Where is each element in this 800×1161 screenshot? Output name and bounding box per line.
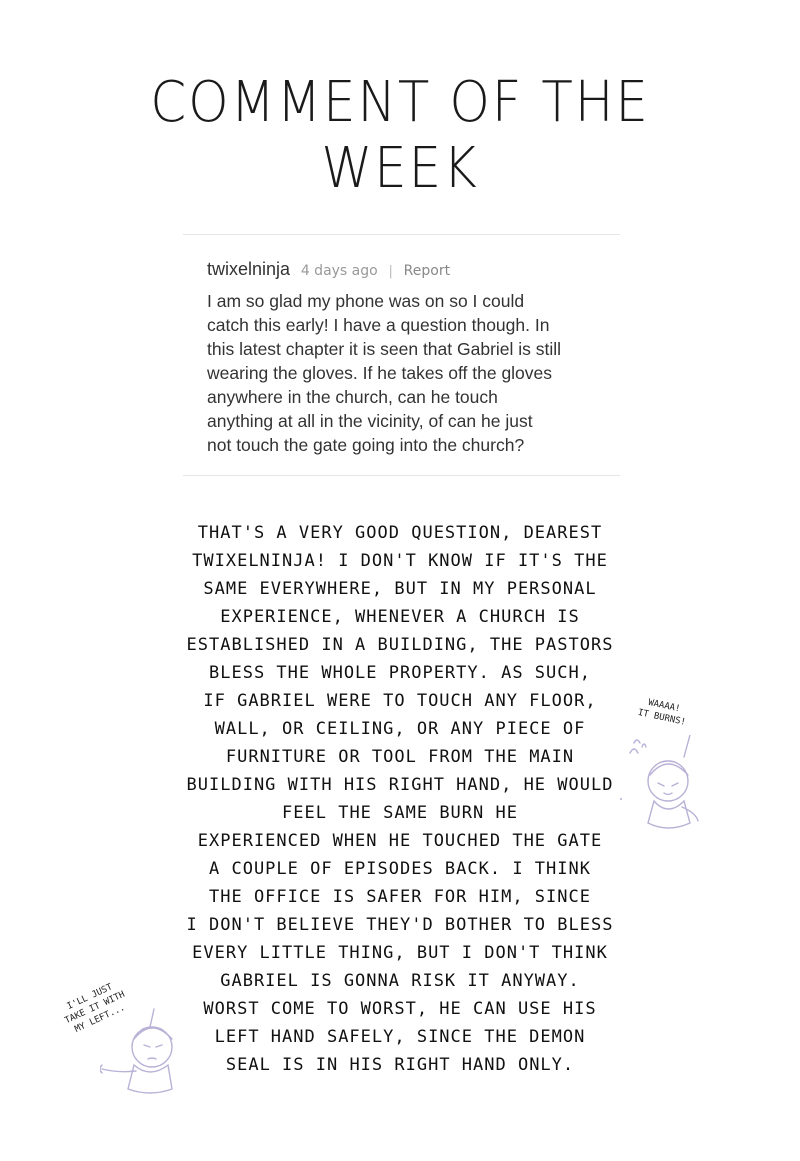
author-answer: THAT'S A VERY GOOD QUESTION, DEAREST TWIXELNINJA! I DON'T KNOW IF IT'S THE SAME EVERYWHERE, BUT IN MY PERSONAL EXPERIENCE, WHENEVER A CHURCH IS ESTABLISHED IN A BUILDING, THE PASTORS BLESS THE WHOLE PROPERTY. AS SUCH, IF GABRIEL WERE TO TOUCH ANY FLOOR, WALL, OR CEILING, OR ANY PIECE OF FURNITURE OR TOOL FROM THE MAIN BUILDING WITH HIS RIGHT HAND, HE WOULD FEEL THE SAME BURN HE EXPERIENCED WHEN HE TOUCHED THE GATE A COUPLE OF EPISODES BACK. I THINK THE OFFICE IS SAFER FOR HIM, SINCE I DON'T BELIEVE THEY'D BOTHER TO BLESS EVERY LITTLE THING, BUT I DON'T THINK GABRIEL IS GONNA RISK IT ANYWAY. WORST COME TO WORST, HE CAN USE HIS LEFT HAND SAFELY, SINCE THE DEMON SEAL IS IN HIS RIGHT HAND ONLY.	[186, 523, 614, 1075]
comment-username[interactable]: twixelninja	[207, 259, 291, 279]
title-line-1: COMMENT OF THE	[150, 70, 650, 135]
bottom-divider	[183, 475, 620, 476]
comment-header	[207, 258, 607, 283]
chibi-note-right: WAAAA! IT BURNS!	[636, 697, 687, 728]
page-title	[32, 70, 768, 202]
meta-separator: |	[388, 264, 393, 279]
comment-body: I am so glad my phone was on so I could catch this early! I have a question though. In this latest chapter it is seen that Gabriel is still wearing the gloves. If he takes off the gloves anywhere in the church, can he touch anything at all in the vicinity, of can he just not touch the gate going into the church?	[207, 291, 562, 455]
chibi-note-left: I'LL JUST TAKE IT WITH MY LEFT...	[63, 982, 127, 1035]
chibi-burned-illustration	[620, 735, 710, 845]
comment-card	[207, 258, 607, 457]
report-link[interactable]: Report	[403, 263, 451, 279]
chibi-left-hand-illustration	[100, 1005, 200, 1095]
comment-timestamp: 4 days ago	[300, 263, 378, 279]
title-line-2: WEEK	[321, 136, 479, 201]
top-divider	[183, 234, 620, 235]
